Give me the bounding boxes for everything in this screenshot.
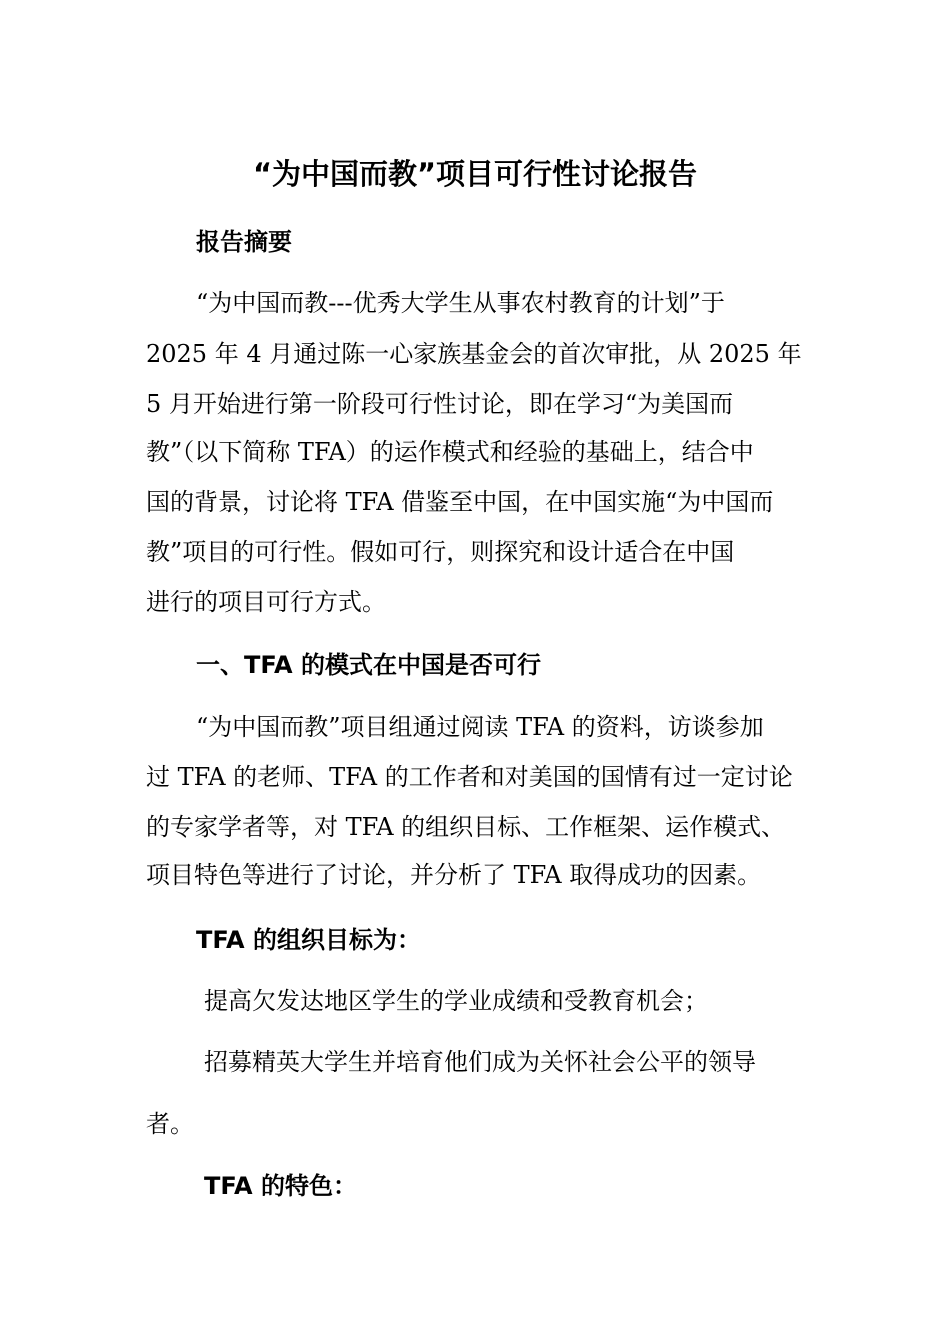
section-1-heading: 一、TFA 的模式在中国是否可行 <box>196 651 541 679</box>
summary-line: 教”项目的可行性。假如可行，则探究和设计适合在中国 <box>146 538 735 566</box>
summary-line: 5 月开始进行第一阶段可行性讨论，即在学习“为美国而 <box>146 390 734 418</box>
goal-item-1: 提高欠发达地区学生的学业成绩和受教育机会； <box>204 987 708 1015</box>
goals-heading: TFA 的组织目标为： <box>196 926 421 954</box>
section-1-line: “为中国而教”项目组通过阅读 TFA 的资料，访谈参加 <box>196 713 764 741</box>
summary-heading: 报告摘要 <box>196 228 292 256</box>
document-title: “为中国而教”项目可行性讨论报告 <box>252 157 698 191</box>
summary-line: 教”（以下简称 TFA）的运作模式和经验的基础上，结合中 <box>146 438 754 466</box>
summary-line: “为中国而教---优秀大学生从事农村教育的计划”于 <box>196 289 725 317</box>
section-1-line: 项目特色等进行了讨论，并分析了 TFA 取得成功的因素。 <box>146 861 762 889</box>
features-heading: TFA 的特色： <box>204 1172 357 1200</box>
goal-item-2: 招募精英大学生并培育他们成为关怀社会公平的领导 <box>204 1048 756 1076</box>
summary-line: 进行的项目可行方式。 <box>146 588 386 616</box>
section-1-line: 过 TFA 的老师、TFA 的工作者和对美国的国情有过一定讨论 <box>146 763 793 791</box>
summary-line: 2025 年 4 月通过陈一心家族基金会的首次审批，从 2025 年 <box>146 340 802 368</box>
section-1-line: 的专家学者等，对 TFA 的组织目标、工作框架、运作模式、 <box>146 813 786 841</box>
goal-item-2-continued: 者。 <box>146 1110 194 1138</box>
summary-line: 国的背景，讨论将 TFA 借鉴至中国，在中国实施“为中国而 <box>146 488 774 516</box>
